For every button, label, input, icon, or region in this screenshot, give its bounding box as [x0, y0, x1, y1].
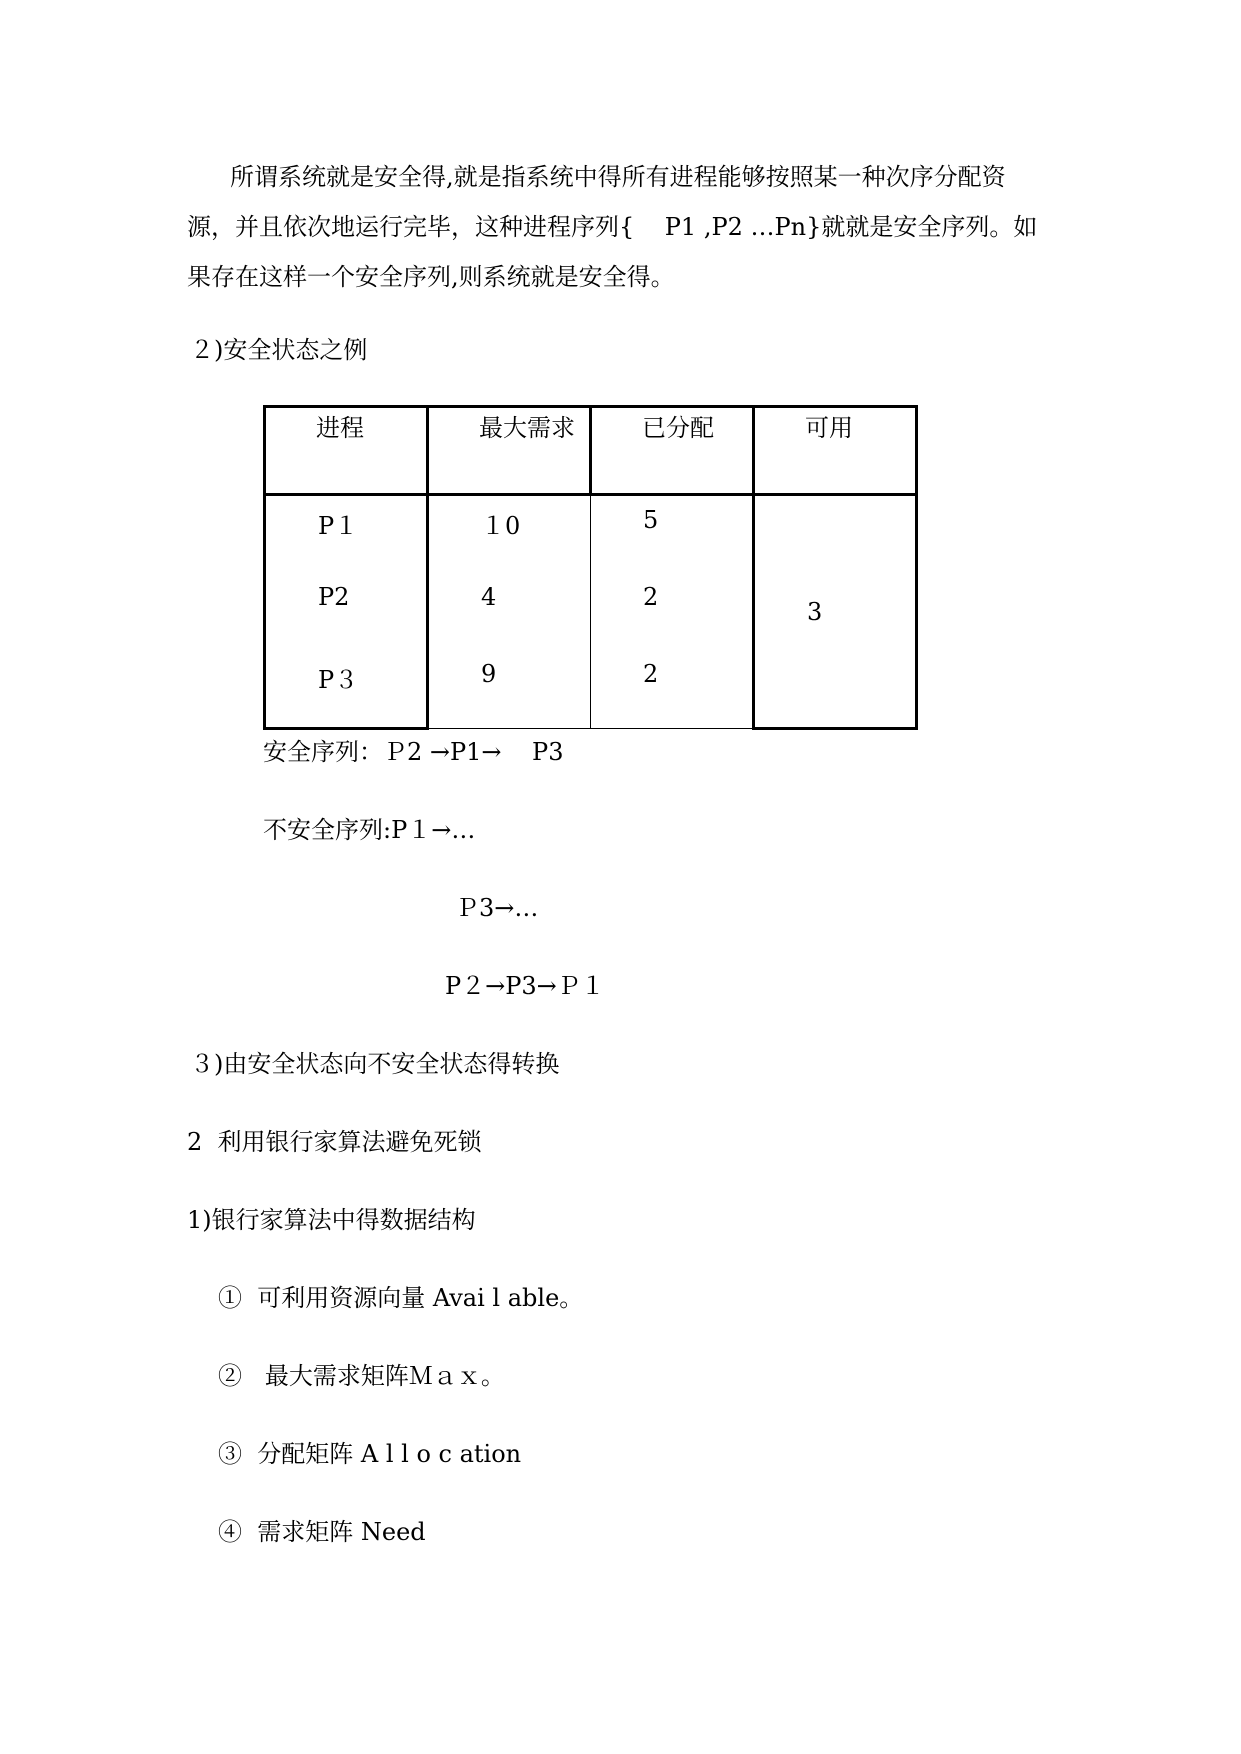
header-available: 可用	[754, 407, 917, 495]
intro-line-1: 所谓系统就是安全得,就是指系统中得所有进程能够按照某一种次序分配资	[230, 163, 1006, 191]
table-body-row	[265, 495, 917, 729]
allocated-column	[591, 495, 754, 729]
intro-line-2: 源，并且依次地运行完毕，这种进程序列{ P1 ,P2 …Pn}就就是安全序列。如	[187, 213, 1038, 241]
table-header-row	[265, 407, 917, 495]
header-process: 进程	[265, 407, 428, 495]
heading-safe-example: ２)安全状态之例	[190, 336, 368, 364]
intro-line-3: 果存在这样一个安全序列,则系统就是安全得。	[187, 263, 675, 291]
unsafe-alternative-1: Ｐ3→…	[455, 894, 539, 922]
max-demand-column	[428, 495, 591, 729]
process-p2: P2	[318, 583, 350, 611]
heading-banker-algorithm: 2 利用银行家算法避免死锁	[187, 1128, 482, 1156]
header-allocated: 已分配	[591, 407, 754, 495]
safe-sequence: 安全序列：Ｐ2 →P1→ P3	[263, 738, 564, 766]
max-demand-p3: 9	[481, 660, 497, 688]
header-max-demand: 最大需求	[428, 407, 591, 495]
unsafe-sequence: 不安全序列:P１→…	[263, 816, 476, 844]
heading-transition: ３)由安全状态向不安全状态得转换	[190, 1050, 560, 1078]
list-item-need: ④ 需求矩阵 Need	[218, 1518, 426, 1546]
process-p3: P３	[318, 666, 359, 694]
resource-table	[263, 405, 918, 730]
list-item-max: ② 最大需求矩阵Ｍａｘ。	[218, 1362, 505, 1390]
max-demand-p2: 4	[481, 583, 497, 611]
available-value: 3	[807, 597, 823, 626]
allocated-p1: 5	[643, 506, 659, 534]
process-p1: P１	[318, 512, 359, 540]
heading-data-structures: 1)银行家算法中得数据结构	[187, 1206, 476, 1234]
process-column	[265, 495, 428, 729]
list-item-available: ① 可利用资源向量 Avai l able。	[218, 1284, 584, 1312]
list-item-allocation: ③ 分配矩阵 A l l o c ation	[218, 1440, 522, 1468]
allocated-p2: 2	[643, 583, 659, 611]
max-demand-p1: １0	[481, 512, 521, 540]
allocated-p3: 2	[643, 660, 659, 688]
intro-paragraph	[187, 152, 1047, 302]
available-column	[754, 495, 917, 729]
unsafe-alternative-2: P２→P3→Ｐ１	[445, 972, 605, 1000]
